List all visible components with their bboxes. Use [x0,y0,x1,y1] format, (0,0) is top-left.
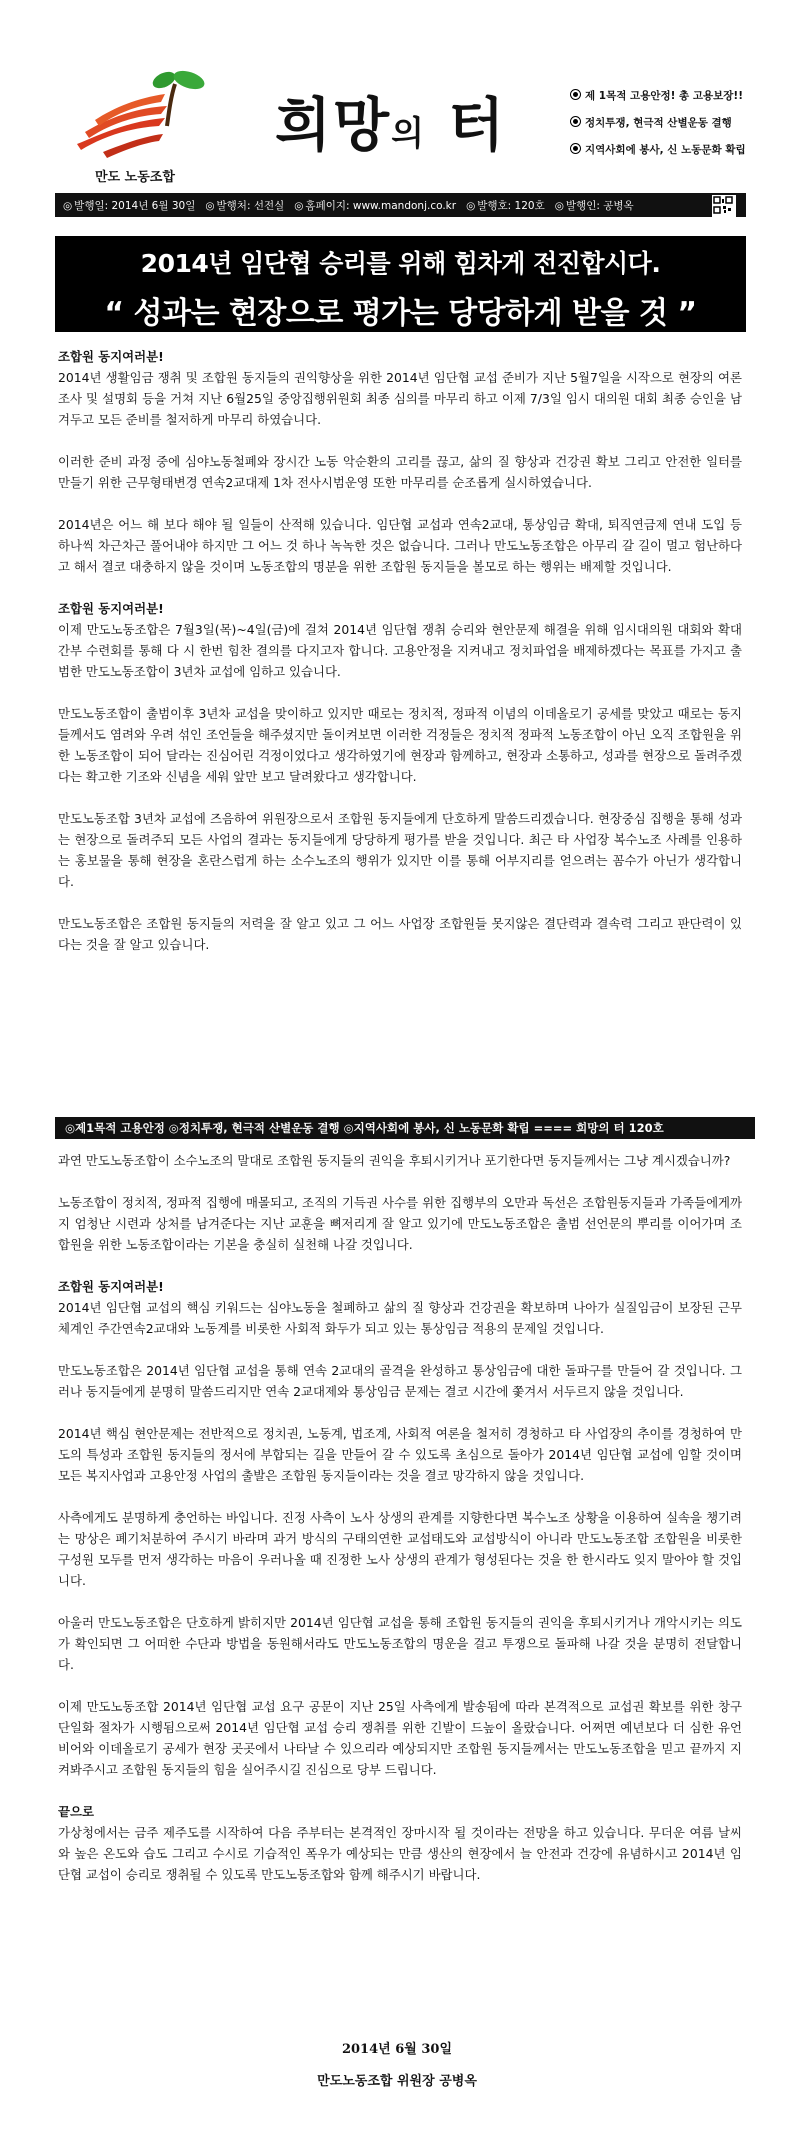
slogan-list [570,88,770,169]
headline-line-1: 2014년 임단협 승리를 위해 힘차게 전진합시다. [140,249,661,278]
paragraph: 만도노동조합은 2014년 임단협 교섭을 통해 연속 2교대의 골격을 완성하고 통상임금에 대한 돌파구를 만들어 갈 것입니다. 그러나 동지들에게 분명히 말씀드리지만 연속 2교대제와 통상임금 문제는 결코 시간에 쫓겨서 서두르지 않을 것입니다. [58,1363,742,1399]
salutation: 끝으로 [58,1804,94,1819]
paragraph: 만도노동조합은 조합원 동지들의 저력을 잘 알고 있고 그 어느 사업장 조합원들 못지않은 결단력과 결속력 그리고 판단력이 있다는 것을 잘 알고 있습니다. [58,916,742,952]
editor: ◎ 발행처: 선전실 [205,198,284,213]
paragraph: 2014년 임단협 교섭의 핵심 키워드는 심야노동을 철폐하고 삶의 질 향상과 건강권을 확보하며 나아가 실질임금이 보장된 근무체계인 주간연속2교대와 노동계를 비롯한 사회적 화두가 되고 있는 통상임금 적용의 문제일 것입니다. [58,1300,742,1336]
paragraph: 2014년 생활임금 쟁취 및 조합원 동지들의 권익향상을 위한 2014년 임단협 교섭 준비가 지난 5월7일을 시작으로 현장의 여론조사 및 설명회 등을 거쳐 지난 6월25일 중앙집행위원회 최종 심의를 마무리 하고 이제 7/3일 임시 대의원 대회 최종 승인을 남겨두고 모든 준비를 철저하게 마무리 하였습니다. [58,370,742,427]
title-part-1: 희망 [275,91,392,159]
issue-date: ◎ 발행일: 2014년 6월 30일 [63,198,195,213]
article-section-1 [58,346,742,955]
paragraph: 사측에게도 분명하게 충언하는 바입니다. 진정 사측이 노사 상생의 관계를 지향한다면 복수노조 상황을 이용하여 실속을 챙기려는 망상은 폐기처분하여 주시기 바라며 과거 방식의 구태의연한 교섭태도와 교섭방식이 아니라 만도노동조합 조합원을 비롯한 구성원 모두를 먼저 생각하는 마음이 우러나올 때 진정한 노사 상생의 관계가 형성된다는 것을 한 한시라도 잊지 말아야 할 것입니다. [58,1510,742,1588]
paragraph: 이제 만도노동조합 2014년 임단협 교섭 요구 공문이 지난 25일 사측에게 발송됨에 따라 본격적으로 교섭권 확보를 위한 창구 단일화 절차가 시행됨으로써 2014년 임단협 교섭 승리 쟁취를 위한 긴발이 드높이 올랐습니다. 어쩌면 예년보다 더 심한 유언비어와 이데올로기 공세가 현장 곳곳에서 나타날 수 있으리라 예상되지만 조합원 동지들께서는 만도노동조합을 믿고 끝까지 지켜봐주시고 조합원 동지들의 힘을 실어주시길 진심으로 당부 드립니다. [58,1699,742,1777]
publication-info-bar [55,193,746,217]
qr-code-icon [712,195,736,217]
publisher: ◎ 발행인: 공병옥 [555,198,634,213]
title-part-3: 터 [448,91,507,159]
title-part-2: 의 [391,114,426,154]
website-link[interactable]: ◎ 홈페이지: www.mandonj.co.kr [294,198,456,213]
newsletter-title [275,78,506,162]
paragraph: 이러한 준비 과정 중에 심야노동철폐와 장시간 노동 악순환의 고리를 끊고, 삶의 질 향상과 건강권 확보 그리고 안전한 일터를 만들기 위한 근무형태변경 연속2교대제 1차 전사시범운영 또한 마무리를 순조롭게 실시하였습니다. [58,454,742,490]
org-name: 만도 노동조합 [95,170,175,185]
paragraph: 2014년 핵심 현안문제는 전반적으로 정치권, 노동계, 법조계, 사회적 여론을 철저히 경청하고 타 사업장의 추이를 경청하여 만도의 특성과 조합원 동지들의 정서에 부합되는 길을 만들어 갈 수 있도록 초심으로 돌아가 2014년 임단협 교섭에 임할 것이며 모든 복지사업과 고용안정 사업의 출발은 조합원 동지들이라는 것을 결코 망각하지 않을 것입니다. [58,1426,742,1483]
paragraph: 과연 만도노동조합이 소수노조의 말대로 조합원 동지들의 권익을 후퇴시키거나 포기한다면 동지들께서는 그냥 계시겠습니까? [58,1153,731,1168]
bullet-icon [570,116,581,127]
paragraph: 만도노동조합 3년차 교섭에 즈음하여 위원장으로서 조합원 동지들에게 단호하게 말씀드리겠습니다. 현장중심 집행을 통해 성과는 현장으로 돌려주되 모든 사업의 결과는 동지들에게 당당하게 평가를 받을 것입니다. 최근 타 사업장 복수노조 사례를 인용하는 홍보물을 통해 현장을 혼란스럽게 하는 소수노조의 행위가 있지만 이를 통해 어부지리를 얻으려는 꼼수가 아닌가 생각합니다. [58,811,742,889]
salutation: 조합원 동지여러분! [58,601,164,616]
bullet-icon [570,89,581,100]
slogan-item: 지역사회에 봉사, 신 노동문화 확립 [570,142,770,157]
issue-number: ◎ 발행호: 120호 [466,198,545,213]
bullet-icon [570,143,581,154]
paragraph: 노동조합이 정치적, 정파적 집행에 매몰되고, 조직의 기득권 사수를 위한 집행부의 오만과 독선은 조합원동지들과 가족들에게까지 엄청난 시련과 상처를 남겨준다는 지난 교훈을 뼈저리게 잘 알고 있기에 만도노동조합은 출범 선언문의 뿌리를 이어가며 조합원을 위한 노동조합이라는 기본을 충실히 실천해 나갈 것입니다. [58,1195,742,1252]
headline-line-2: “ 성과는 현장으로 평가는 당당하게 받을 것 ” [104,296,697,331]
slogan-item: 제 1목적 고용안정! 총 고용보장!! [570,88,770,103]
article-section-2 [58,1150,742,1885]
paragraph: 아울러 만도노동조합은 단호하게 밝히지만 2014년 임단협 교섭을 통해 조합원 동지들의 권익을 후퇴시키거나 개악시키는 의도가 확인되면 그 어떠한 수단과 방법을 동원해서라도 만도노동조합의 명운을 걸고 투쟁으로 돌파해 나갈 것을 분명히 전달합니다. [58,1615,742,1672]
slogan-band: ◎제1목적 고용안정 ◎정치투쟁, 현극적 산별운동 결행 ◎지역사회에 봉사, 신 노동문화 확립 ==== 희망의 터 120호 [55,1117,755,1139]
closing-date: 2014년 6월 30일 [341,2042,453,2057]
union-logo [67,66,227,176]
salutation: 조합원 동지여러분! [58,1279,164,1294]
paragraph: 가상청에서는 금주 제주도를 시작하여 다음 주부터는 본격적인 장마시작 될 것이라는 전망을 하고 있습니다. 무더운 여름 날씨와 높은 온도와 습도 그리고 수시로 기습적인 폭우가 예상되는 만큼 생산의 현장에서 늘 안전과 건강에 유념하시고 2014년 임단협 교섭이 승리로 쟁취될 수 있도록 만도노동조합와 함께 해주시기 바랍니다. [58,1825,742,1882]
paragraph: 2014년은 어느 해 보다 해야 될 일들이 산적해 있습니다. 임단협 교섭과 연속2교대, 통상임금 확대, 퇴직연금제 연내 도입 등 하나씩 차근차근 풀어내야 하지만 그 어느 것 하나 녹녹한 것은 없습니다. 그러나 만도노동조합은 아무리 갈 길이 멀고 험난하다고 해서 결코 대충하지 않을 것이며 노동조합의 명분을 위한 조합원 동지들을 볼모로 하는 행위는 배제할 것입니다. [58,517,742,574]
salutation: 조합원 동지여러분! [58,349,164,364]
headline-box [55,236,746,332]
union-logo-icon [67,66,227,171]
slogan-item: 정치투쟁, 현극적 산별운동 결행 [570,115,770,130]
masthead [55,60,745,190]
paragraph: 만도노동조합이 출범이후 3년차 교섭을 맞이하고 있지만 때로는 정치적, 정파적 이념의 이데올로기 공세를 맞았고 때로는 동지들께서도 염려와 우려 섞인 조언들을 해주셨지만 돌이켜보면 이러한 걱정들은 정치적 정파적 노동조합이 아닌 오직 조합원을 위한 노동조합이 되어 달라는 진심어린 걱정이었다고 생각하였기에 현장과 함께하고, 현장과 소통하고, 성과를 현장으로 돌려주겠다는 확고한 기조와 신념을 세워 앞만 보고 달려왔다고 생각합니다. [58,706,742,784]
paragraph: 이제 만도노동조합은 7월3일(목)~4일(금)에 걸쳐 2014년 임단협 쟁취 승리와 현안문제 해결을 위해 임시대의원 대회와 확대간부 수련회를 통해 다 시 한번 힘찬 결의를 다지고자 합니다. 고용안정을 지켜내고 정치파업을 배제하겠다는 목표를 가지고 출범한 만도노동조합이 3년차 교섭에 임하고 있습니다. [58,622,742,679]
closing-signature: 만도노동조합 위원장 공병옥 [317,2074,477,2089]
